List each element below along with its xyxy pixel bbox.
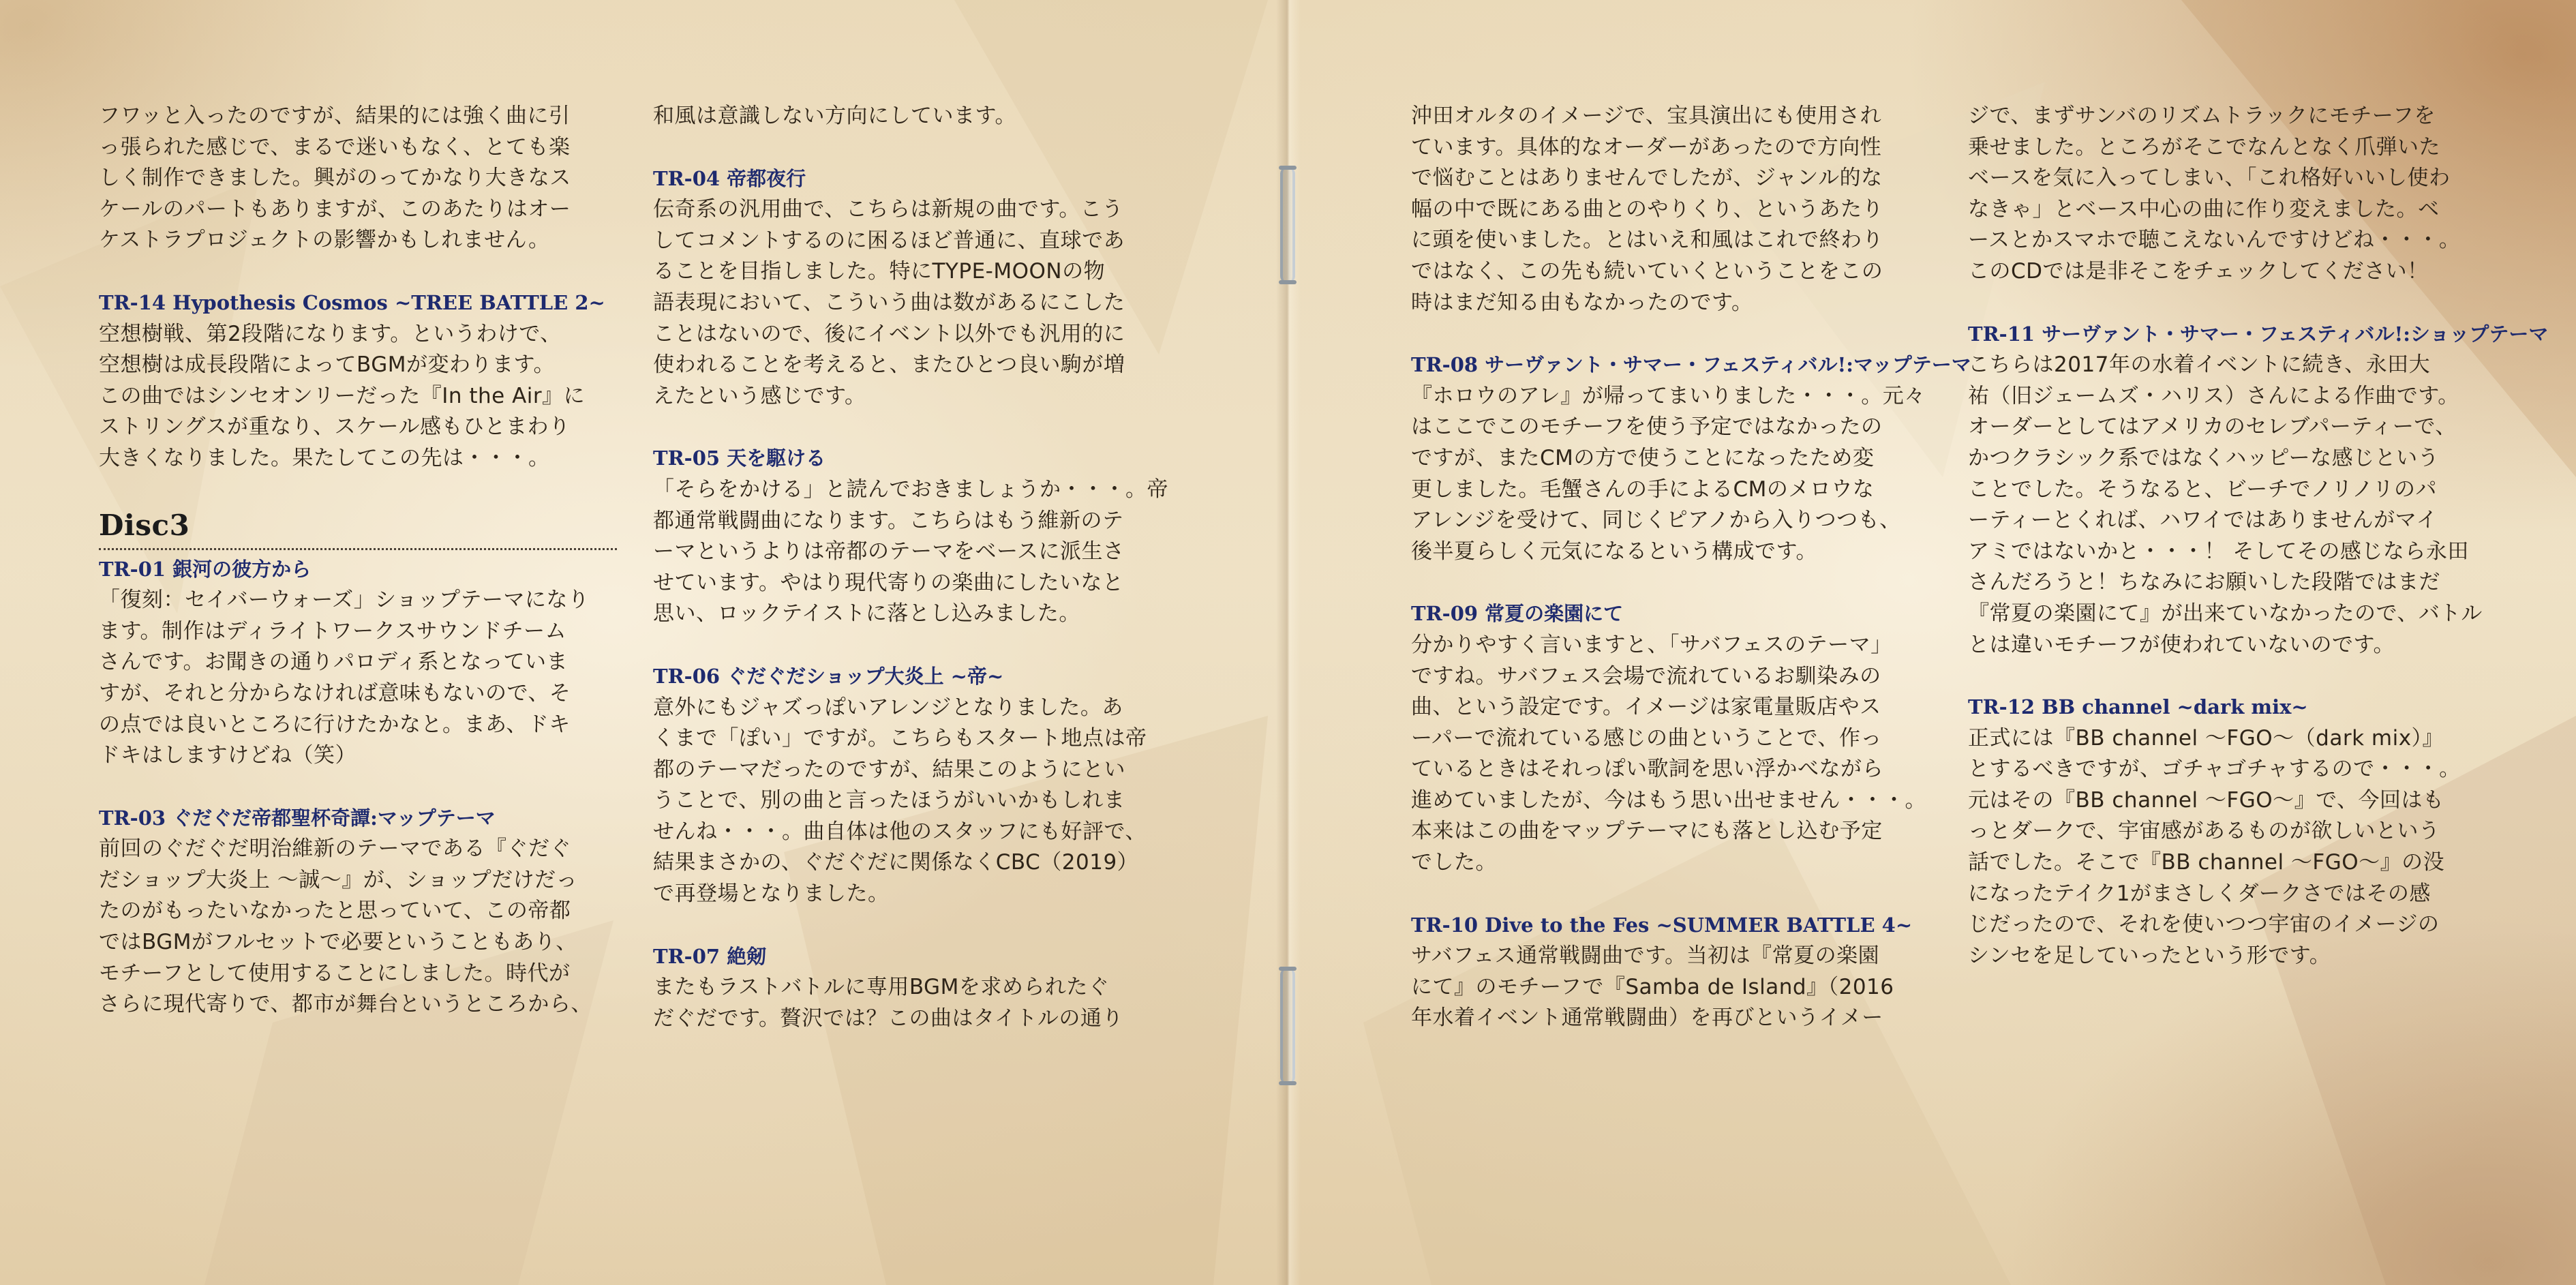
track-heading: TR-11 サーヴァント・サマー・フェスティバル!:ショップテーマ: [1968, 322, 2549, 346]
paragraph-gap: [1968, 661, 2486, 692]
commentary-paragraph: [1968, 350, 2486, 661]
commentary-paragraph: [653, 474, 1171, 630]
text-line: 幅の中で既にある曲とのやりくり、というあたり: [1411, 196, 1883, 222]
paragraph-gap: [653, 630, 1171, 661]
text-column-2: [653, 101, 1171, 1034]
text-line: の点では良いところに行けたかなと。まあ、ドキ: [99, 712, 571, 737]
text-line: してコメントするのに困るほど普通に、直球であ: [653, 228, 1125, 253]
text-line: 年水着イベント通常戦闘曲）を再びというイメー: [1411, 1006, 1883, 1031]
text-column-3: [1411, 101, 1971, 1034]
text-line: 都通常戦闘曲になります。こちらはもう維新のテ: [653, 508, 1124, 533]
track-heading: TR-10 Dive to the Fes ~SUMMER BATTLE 4~: [1411, 913, 1913, 937]
commentary-paragraph: [1411, 941, 1929, 1034]
text-line: 「復刻：セイバーウォーズ」ショップテーマになり: [99, 588, 590, 613]
text-line: またもラストバトルに専用BGMを求められたぐ: [653, 975, 1110, 1000]
text-line: 思い、ロックテイストに落とし込みました。: [653, 601, 1080, 626]
commentary-paragraph: [99, 585, 617, 772]
text-line: すが、それと分からなければ意味もないので、そ: [99, 680, 571, 706]
text-line: 元はその『BB channel ～FGO～』で、今回はも: [1968, 787, 2444, 813]
text-line: で悩むことはありませんでしたが、ジャンル的な: [1411, 166, 1883, 191]
text-line: 曲、という設定です。イメージは家電量販店やス: [1411, 695, 1881, 720]
text-line: ジで、まずサンバのリズムトラックにモチーフを: [1968, 104, 2436, 128]
text-line: ーパーで流れている感じの曲ということで、作っ: [1411, 725, 1882, 751]
paragraph-gap: [1968, 288, 2486, 319]
text-line: に頭を使いました。とはいえ和風はこれで終わり: [1411, 228, 1883, 253]
text-line: っとダークで、宇宙感があるものが欲しいという: [1968, 819, 2440, 844]
text-line: こちらは2017年の水着イベントに続き、永田大: [1968, 352, 2431, 378]
text-line: フワッと入ったのですが、結果的には強く曲に引: [99, 104, 571, 128]
commentary-paragraph: [99, 834, 617, 1021]
text-line: ですね。サバフェス会場で流れているお馴染みの: [1411, 663, 1881, 689]
commentary-paragraph: [1411, 101, 1929, 318]
text-line: アミではないかと・・・！ そしてその感じなら永田: [1968, 539, 2469, 564]
disc-heading: Disc3: [99, 508, 190, 542]
text-column-1: [99, 101, 617, 1021]
track-heading: TR-01 銀河の彼方から: [99, 557, 312, 581]
track-heading: TR-06 ぐだぐだショップ大炎上 ~帝~: [653, 664, 1004, 688]
text-line: ースとかスマホで聴こえないんですけどね・・・。: [1968, 228, 2461, 253]
text-line: だぐだです。贅沢では？この曲はタイトルの通り: [653, 1006, 1123, 1031]
text-line: たのがもったいなかったと思っていて、この帝都: [99, 898, 571, 924]
commentary-paragraph: [653, 101, 1171, 132]
text-line: シンセを足していったという形です。: [1968, 943, 2331, 968]
text-line: とは違いモチーフが使われていないのです。: [1968, 632, 2395, 657]
text-line: ドキはしますけどね（笑）: [99, 743, 357, 768]
text-line: さんです。お聞きの通りパロディ系となっていま: [99, 650, 569, 675]
text-line: かつクラシック系ではなくハッピーな感じという: [1968, 445, 2440, 470]
text-line: ーマというよりは帝都のテーマをベースに派生さ: [653, 539, 1125, 564]
text-line: 伝奇系の汎用曲で、こちらは新規の曲です。こう: [653, 197, 1123, 222]
text-line: この曲ではシンセオンリーだった『In the Air』に: [99, 383, 586, 408]
text-line: ケストラプロジェクトの影響かもしれません。: [99, 228, 550, 253]
text-line: せんね・・・。曲自体は他のスタッフにも好評で、: [653, 819, 1147, 844]
dotted-divider: [99, 548, 617, 550]
text-line: ことでした。そうなると、ビーチでノリノリのパ: [1968, 477, 2438, 502]
commentary-paragraph: [653, 972, 1171, 1034]
text-line: っ張られた感じで、まるで迷いもなく、とても楽: [99, 134, 571, 160]
text-line: とするべきですが、ゴチャゴチャするので・・・。: [1968, 757, 2461, 782]
paragraph-gap: [1411, 879, 1929, 910]
track-heading: TR-12 BB channel ~dark mix~: [1968, 695, 2308, 719]
text-line: 祐（旧ジェームズ・ハリス）さんによる作曲です。: [1968, 383, 2459, 408]
text-line: えたという感じです。: [653, 383, 866, 408]
text-line: ことはないので、後にイベント以外でも汎用的に: [653, 321, 1125, 346]
commentary-paragraph: [653, 194, 1171, 412]
text-line: 分かりやすく言いますと、「サバフェスのテーマ」: [1411, 632, 1892, 657]
text-line: ストリングスが重なり、スケール感もひとまわり: [99, 414, 571, 440]
text-line: 『ホロウのアレ』が帰ってまいりました・・・。元々: [1411, 383, 1926, 408]
text-line: じだったので、それを使いつつ宇宙のイメージの: [1968, 912, 2440, 937]
text-line: にて』のモチーフで『Samba de Island』（2016: [1411, 974, 1894, 999]
text-line: アレンジを受けて、同じくピアノから入りつつも、: [1411, 508, 1901, 533]
track-heading: TR-14 Hypothesis Cosmos ~TREE BATTLE 2~: [99, 290, 605, 314]
text-line: くまで「ぽい」ですが。こちらもスタート地点は帝: [653, 726, 1147, 751]
text-line: モチーフとして使用することにしました。時代が: [99, 961, 571, 986]
commentary-paragraph: [1968, 101, 2486, 288]
paragraph-gap: [1411, 318, 1929, 350]
text-line: でした。: [1411, 850, 1497, 875]
text-line: 話でした。そこで『BB channel ～FGO～』の没: [1968, 850, 2445, 875]
staple-bottom: [1280, 968, 1295, 1084]
text-line: で再登場となりました。: [653, 881, 890, 907]
text-column-4: [1968, 101, 2549, 971]
text-line: 大きくなりました。果たしてこの先は・・・。: [99, 445, 550, 470]
text-line: ベースを気に入ってしまい、「これ格好いいし使わ: [1968, 166, 2451, 191]
text-line: ではBGMがフルセットで必要ということもあり、: [99, 930, 577, 955]
text-line: しく制作できました。興がのってかなり大きなス: [99, 166, 571, 191]
paragraph-gap: [99, 474, 617, 506]
text-line: になったテイク1がまさしくダークさではその感: [1968, 881, 2431, 906]
text-line: ですが、またCMの方で使うことになったため変: [1411, 445, 1875, 470]
text-line: ケールのパートもありますが、このあたりはオー: [99, 196, 571, 222]
text-line: オーダーとしてはアメリカのセレブパーティーで、: [1968, 414, 2457, 440]
text-line: ることを目指しました。特にTYPE-MOONの物: [653, 259, 1106, 284]
text-line: 使われることを考えると、またひとつ良い駒が増: [653, 352, 1125, 378]
text-line: さんだろうと！ちなみにお願いした段階ではまだ: [1968, 570, 2440, 595]
paragraph-gap: [99, 256, 617, 288]
track-heading: TR-03 ぐだぐだ帝都聖杯奇譚:マップテーマ: [99, 806, 496, 830]
text-line: だショップ大炎上 ～誠～』が、ショップだけだっ: [99, 867, 578, 892]
text-line: 沖田オルタのイメージで、宝具演出にも使用され: [1411, 104, 1882, 128]
staple-top: [1280, 167, 1295, 283]
paragraph-gap: [99, 772, 617, 803]
commentary-paragraph: [1411, 381, 1929, 568]
track-heading: TR-07 絶剱: [653, 944, 767, 968]
text-line: 空想樹戦、第2段階になります。というわけで、: [99, 321, 562, 346]
track-heading: TR-08 サーヴァント・サマー・フェスティバル!:マップテーマ: [1411, 353, 1971, 377]
paragraph-gap: [653, 412, 1171, 443]
commentary-paragraph: [1968, 723, 2486, 972]
text-line: 更しました。毛蟹さんの手によるCMのメロウな: [1411, 477, 1875, 502]
paragraph-gap: [653, 132, 1171, 164]
text-line: 後半夏らしく元気になるという構成です。: [1411, 539, 1818, 564]
text-line: このCDでは是非そこをチェックしてください！: [1968, 258, 2429, 284]
text-line: 語表現において、こういう曲は数があるにこした: [653, 290, 1125, 315]
text-line: 『常夏の楽園にて』が出来ていなかったので、バトル: [1968, 601, 2483, 626]
track-heading: TR-05 天を駆ける: [653, 447, 826, 470]
track-heading: TR-04 帝都夜行: [653, 166, 806, 190]
text-line: 本来はこの曲をマップテーマにも落とし込む予定: [1411, 819, 1883, 844]
text-line: うことで、別の曲と言ったほうがいいかもしれま: [653, 788, 1125, 813]
text-line: はここでこのモチーフを使う予定ではなかったの: [1411, 414, 1883, 440]
text-line: 前回のぐだぐだ明治維新のテーマである『ぐだぐ: [99, 836, 571, 862]
text-line: 進めていましたが、今はもう思い出せません・・・。: [1411, 787, 1926, 813]
text-line: さらに現代寄りで、都市が舞台というところから、: [99, 992, 592, 1017]
paragraph-gap: [1411, 567, 1929, 599]
commentary-paragraph: [653, 693, 1171, 910]
text-line: ているときはそれっぽい歌詞を思い浮かべながら: [1411, 757, 1883, 782]
text-line: 空想樹は成長段階によってBGMが変わります。: [99, 352, 556, 378]
commentary-paragraph: [99, 101, 617, 256]
text-line: せています。やはり現代寄りの楽曲にしたいなと: [653, 570, 1124, 595]
text-line: ではなく、この先も続いていくということをこの: [1411, 258, 1883, 284]
text-line: 意外にもジャズっぽいアレンジとなりました。あ: [653, 695, 1123, 720]
text-line: 「そらをかける」と読んでおきましょうか・・・。帝: [653, 477, 1168, 502]
text-line: 時はまだ知る由もなかったのです。: [1411, 290, 1753, 315]
paragraph-gap: [653, 910, 1171, 941]
text-line: なきゃ」とベース中心の曲に作り変えました。ベ: [1968, 196, 2440, 222]
text-line: ーティーとくれば、ハワイではありませんがマイ: [1968, 508, 2438, 533]
commentary-paragraph: [99, 319, 617, 474]
text-line: 正式には『BB channel ～FGO～（dark mix）』: [1968, 725, 2444, 751]
track-heading: TR-09 常夏の楽園にて: [1411, 602, 1624, 626]
text-line: 結果まさかの、ぐだぐだに関係なくCBC（2019）: [653, 850, 1139, 875]
text-line: 和風は意識しない方向にしています。: [653, 104, 1017, 128]
text-line: ています。具体的なオーダーがあったので方向性: [1411, 134, 1882, 160]
text-line: 乗せました。ところがそこでなんとなく爪弾いた: [1968, 134, 2440, 160]
text-line: ます。制作はディライトワークスサウンドチーム: [99, 618, 567, 644]
commentary-paragraph: [1411, 630, 1929, 879]
text-line: 都のテーマだったのですが、結果このようにとい: [653, 757, 1125, 782]
text-line: サバフェス通常戦闘曲です。当初は『常夏の楽園: [1411, 943, 1880, 969]
